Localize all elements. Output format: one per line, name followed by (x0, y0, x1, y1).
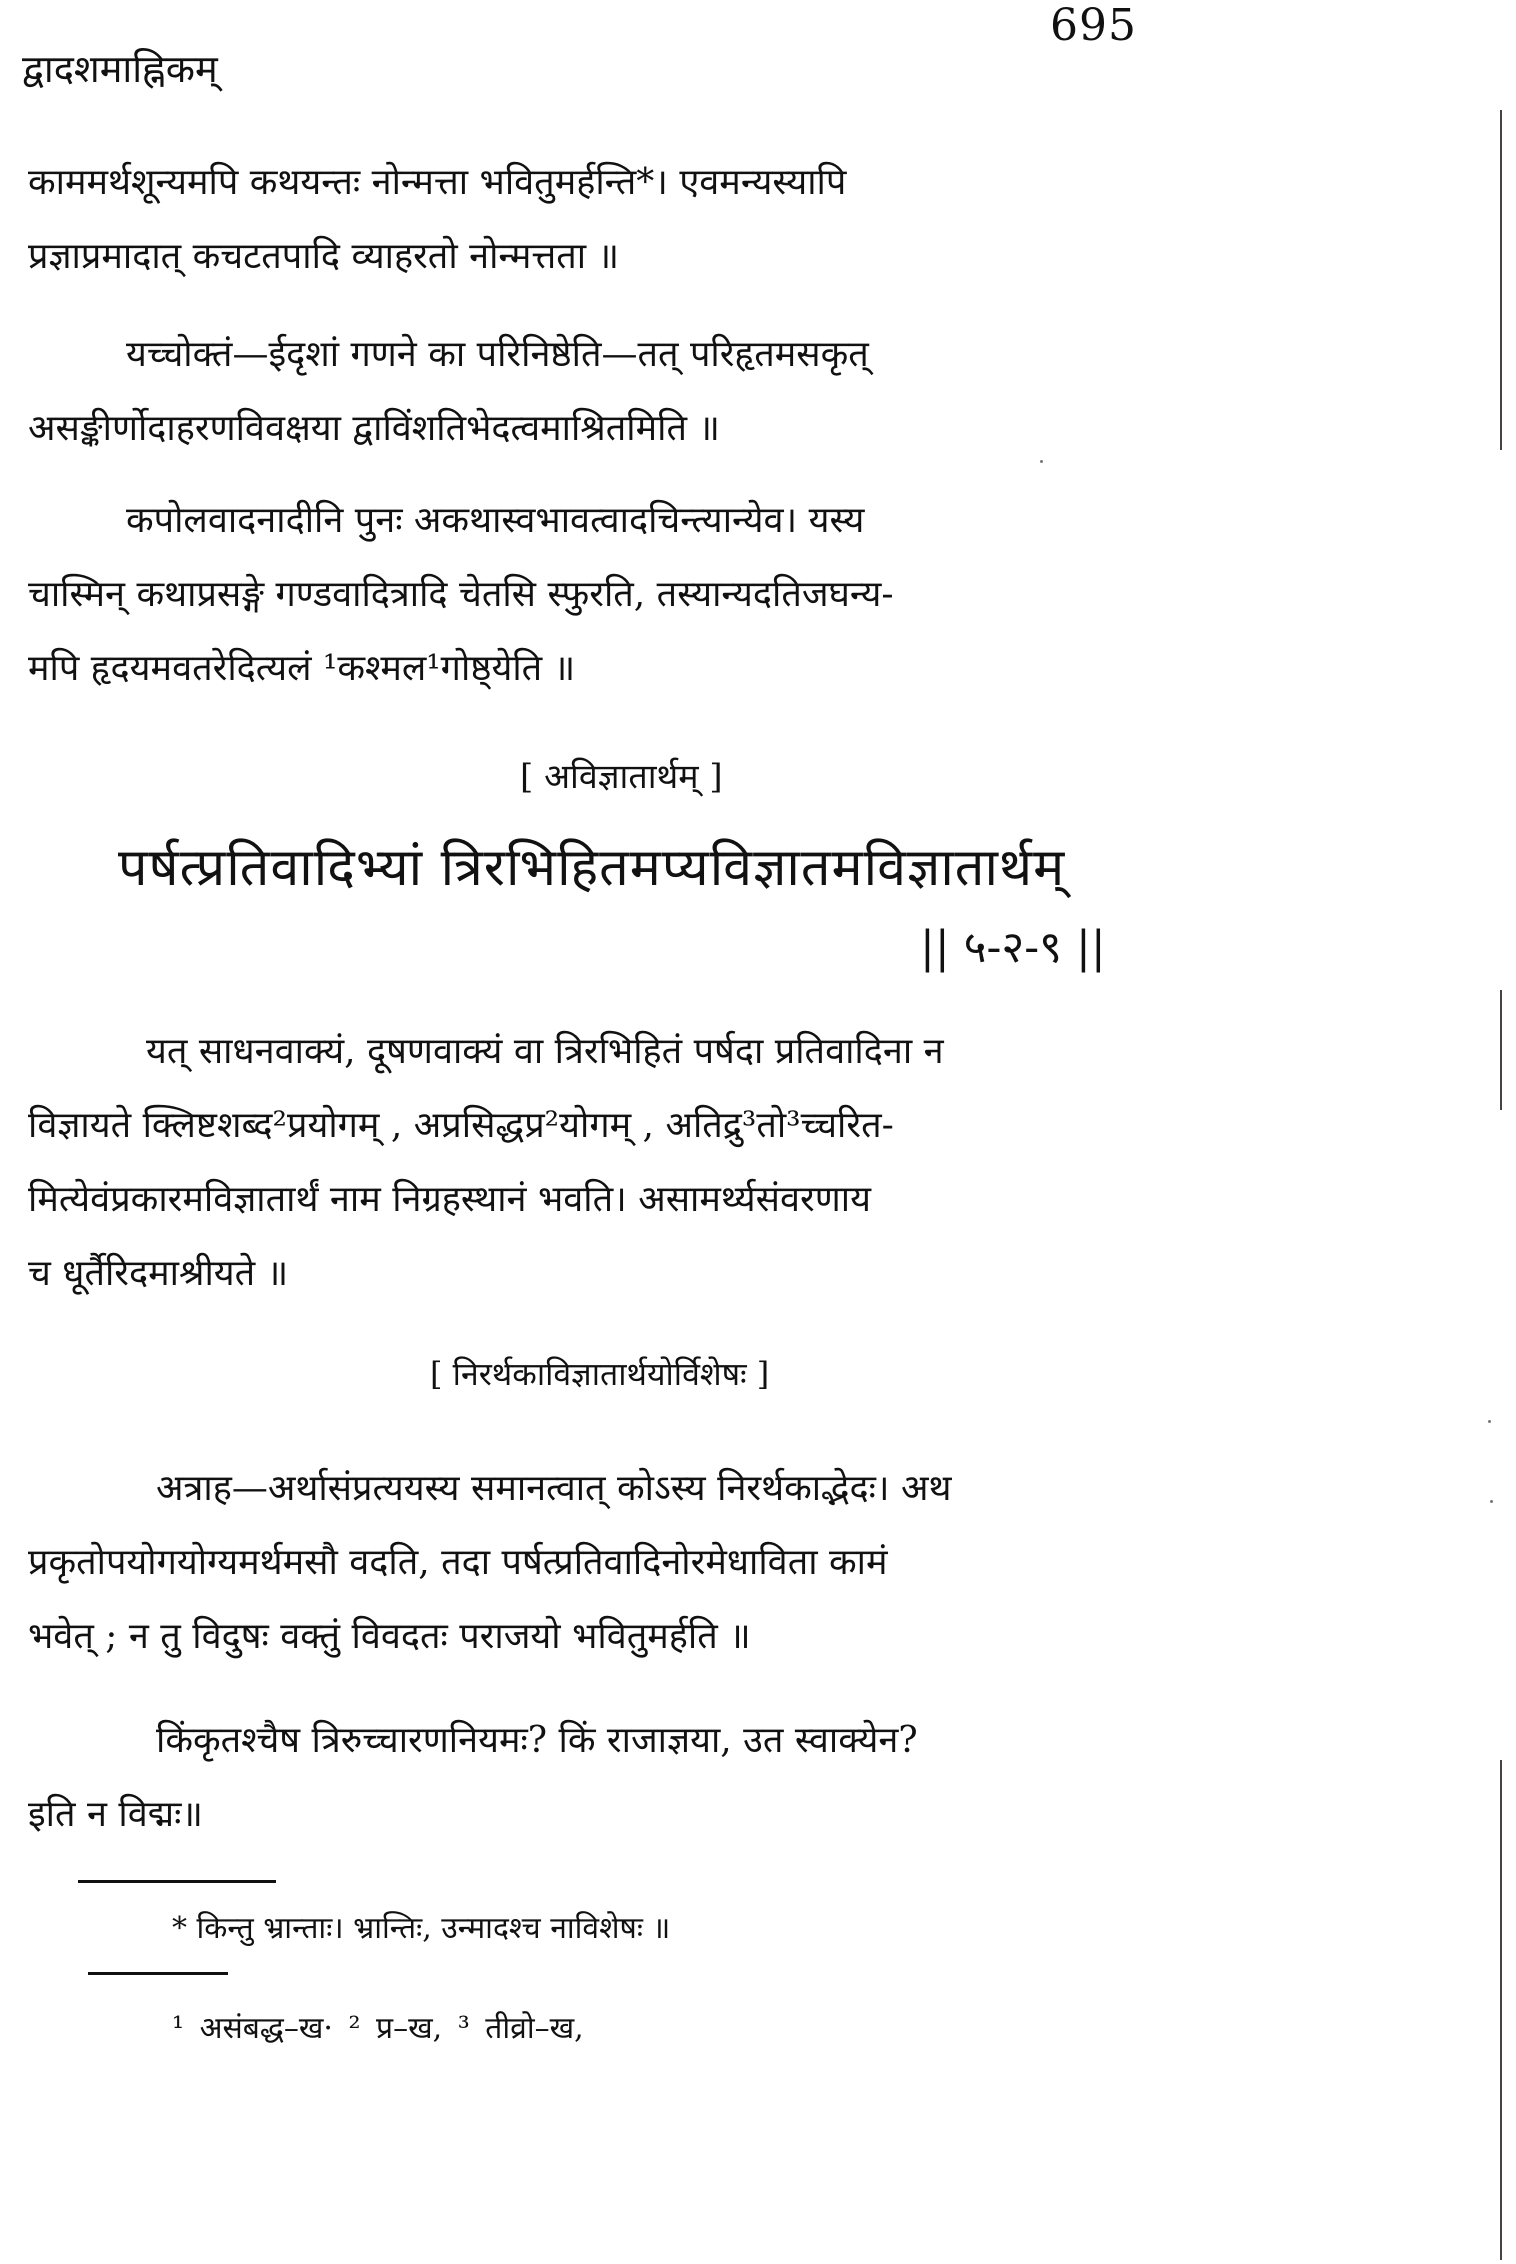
footnote-star: * किन्तु भ्रान्ताः। भ्रान्तिः, उन्मादश्च नाविशेषः ॥ (172, 1911, 671, 1946)
paragraph-line: इति न विद्मः॥ (28, 1794, 203, 1835)
paragraph-line: मपि हृदयमवतरेदित्यलं ¹कश्मल¹गोष्ठ्येति ॥ (28, 648, 576, 689)
footnote-variants: ¹ असंबद्ध–ख· ² प्र–ख, ³ तीव्रो–ख, (172, 2011, 584, 2046)
scan-edge-line (1500, 1760, 1502, 2260)
paragraph-line: यत् साधनवाक्यं, दूषणवाक्यं वा त्रिरभिहितं पर्षदा प्रतिवादिना न (146, 1031, 944, 1072)
scan-edge-line (1500, 110, 1502, 450)
page-number: 695 (1050, 0, 1137, 51)
paragraph-1 (28, 146, 1268, 294)
scan-speck (1040, 460, 1043, 463)
paragraph-4 (28, 1015, 1268, 1311)
paragraph-2 (28, 318, 1268, 466)
scan-speck (1490, 1500, 1493, 1503)
scan-edge-line (1500, 990, 1502, 1110)
paragraph-line: प्रज्ञाप्रमादात् कचटतपादि व्याहरतो नोन्मत्तता ॥ (28, 236, 620, 277)
paragraph-line: च धूर्तैरिदमाश्रीयते ॥ (28, 1253, 289, 1294)
paragraph-line: चास्मिन् कथाप्रसङ्गे गण्डवादित्रादि चेतसि स्फुरति, तस्यान्यदतिजघन्य- (28, 574, 894, 615)
paragraph-line: असङ्कीर्णोदाहरणविवक्षया द्वाविंशतिभेदत्वमाश्रितमिति ॥ (28, 408, 720, 449)
footnote-divider (78, 1880, 276, 1883)
sutra-number: || ५-२-९ || (920, 922, 1106, 973)
paragraph-line: प्रकृतोपयोगयोग्यमर्थमसौ वदति, तदा पर्षत्प्रतिवादिनोरमेधाविता कामं (28, 1542, 888, 1583)
paragraph-line: किंकृतश्चैष त्रिरुच्चारणनियमः? किं राजाज्ञया, उत स्वाक्येन? (156, 1720, 918, 1761)
paragraph-line: विज्ञायते क्लिष्टशब्द²प्रयोगम् , अप्रसिद्धप्र²योगम् , अतिद्रु³तो³च्चरित- (28, 1105, 894, 1146)
paragraph-line: काममर्थशून्यमपि कथयन्तः नोन्मत्ता भवितुमर्हन्ति*। एवमन्यस्यापि (28, 162, 847, 203)
paragraph-6 (28, 1704, 1268, 1852)
sutra-text: पर्षत्प्रतिवादिभ्यां त्रिरभिहितमप्यविज्ञातमविज्ञातार्थम् (118, 838, 1066, 898)
paragraph-line: यच्चोक्तं—ईदृशां गणने का परिनिष्ठेति—तत् परिहृतमसकृत् (126, 334, 869, 375)
footnote-divider (88, 1972, 228, 1975)
scan-speck (1488, 1420, 1491, 1423)
section-heading: [ अविज्ञातार्थम् ] (520, 757, 723, 797)
subsection-heading: [ निरर्थकाविज्ञातार्थयोर्विशेषः ] (430, 1355, 770, 1393)
paragraph-line: मित्येवंप्रकारमविज्ञातार्थं नाम निग्रहस्थानं भवति। असामर्थ्यसंवरणाय (28, 1179, 871, 1220)
paragraph-line: अत्राह—अर्थासंप्रत्ययस्य समानत्वात् कोऽस्य निरर्थकाद्भेदः। अथ (156, 1468, 952, 1509)
paragraph-line: भवेत् ; न तु विदुषः वक्तुं विवदतः पराजयो भवितुमर्हति ॥ (28, 1616, 751, 1657)
running-head: द्वादशमाह्निकम् (22, 47, 218, 91)
paragraph-5 (28, 1452, 1268, 1674)
paragraph-line: कपोलवादनादीनि पुनः अकथास्वभावत्वादचिन्त्यान्येव। यस्य (126, 500, 865, 541)
paragraph-3 (28, 484, 1268, 706)
